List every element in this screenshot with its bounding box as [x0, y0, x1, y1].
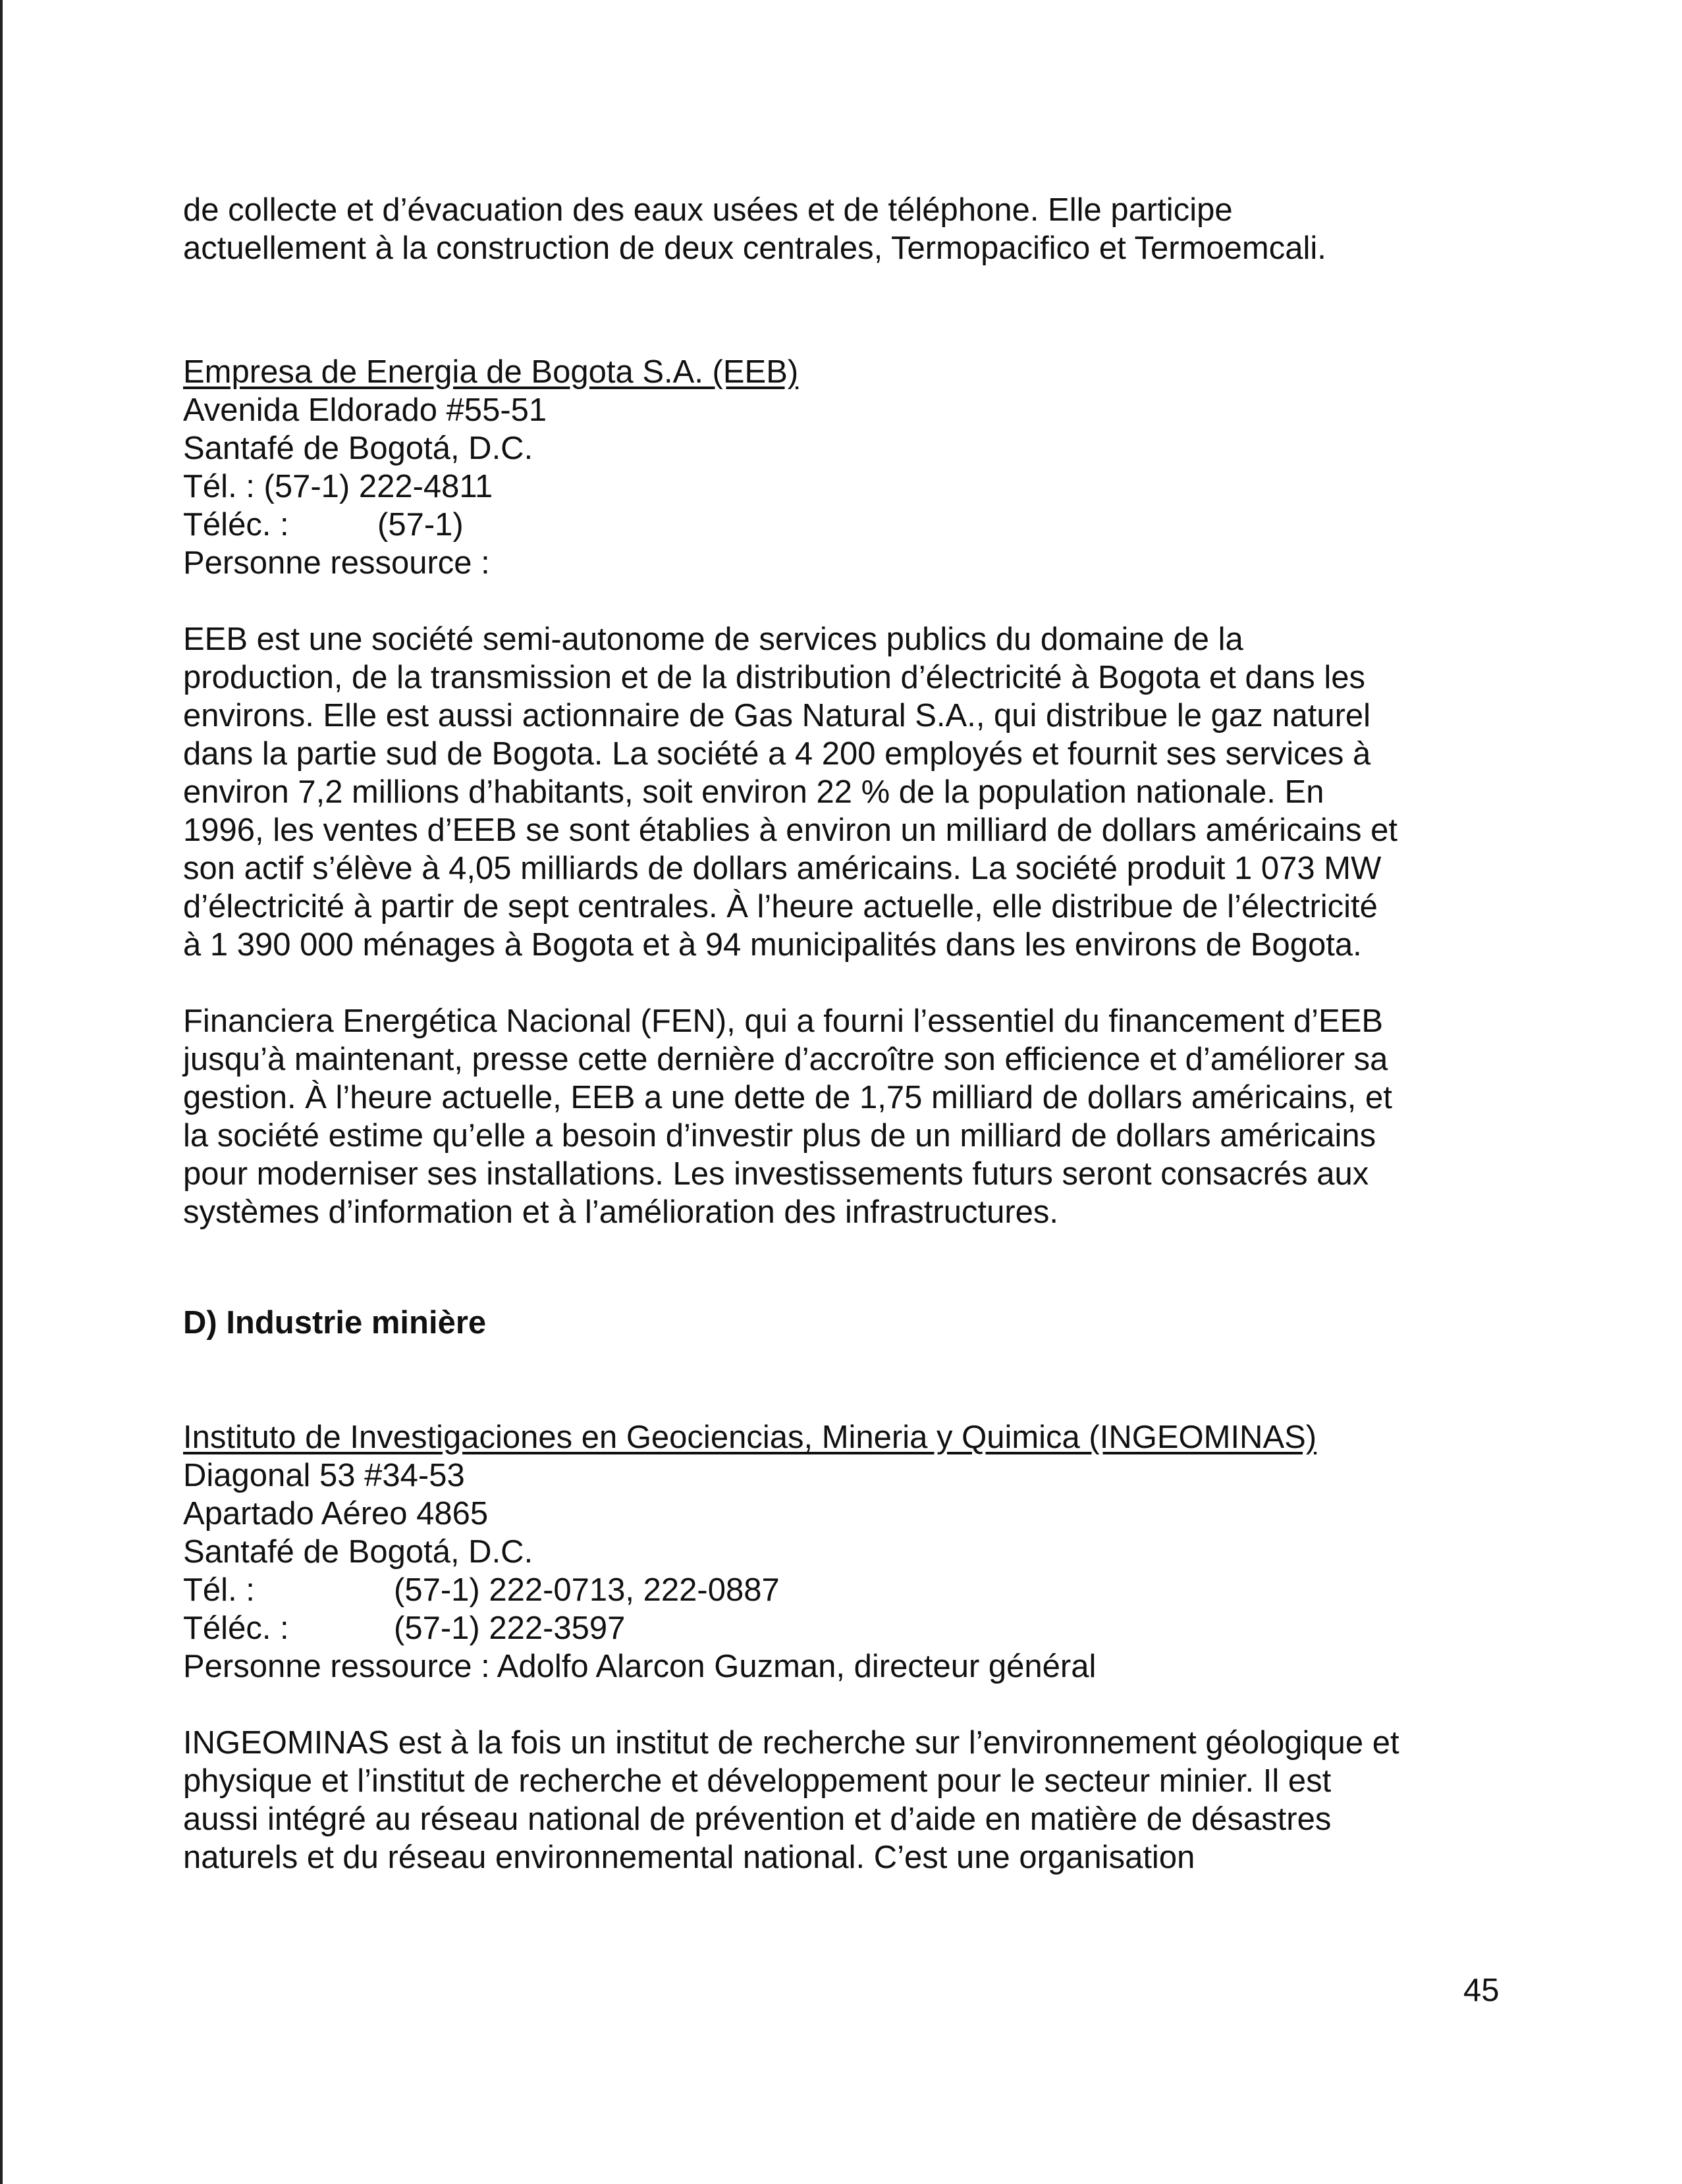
text-line: actuellement à la construction de deux centrales, Termopacifico et Termoemcali.: [183, 230, 1326, 266]
intro-paragraph: [183, 191, 1500, 267]
text-line: naturels et du réseau environnemental national. C’est une organisation: [183, 1840, 1195, 1875]
eeb-paragraph-2: [183, 1002, 1500, 1231]
text-line: 1996, les ventes d’EEB se sont établies à environ un milliard de dollars américains et: [183, 812, 1397, 848]
ingeominas-fax-label: Téléc. :: [183, 1611, 289, 1646]
text-line: aussi intégré au réseau national de prévention et d’aide en matière de désastres: [183, 1801, 1332, 1837]
text-line: jusqu’à maintenant, presse cette dernière d’accroître son efficience et d’améliorer sa: [183, 1042, 1388, 1077]
page-number: 45: [1463, 1973, 1500, 2008]
ingeominas-contact-block: [183, 1418, 1500, 1686]
text-line: de collecte et d’évacuation des eaux usées et de téléphone. Elle participe: [183, 192, 1233, 228]
text-line: d’électricité à partir de sept centrales. À l’heure actuelle, elle distribue de l’électricité: [183, 889, 1378, 924]
ingeominas-fax: [183, 1609, 1500, 1647]
eeb-fax-label: Téléc. :: [183, 507, 289, 543]
text-line: gestion. À l’heure actuelle, EEB a une dette de 1,75 milliard de dollars américains, et: [183, 1080, 1392, 1115]
text-line: à 1 390 000 ménages à Bogota et à 94 municipalités dans les environs de Bogota.: [183, 927, 1362, 963]
ingeominas-paragraph-1: [183, 1724, 1500, 1877]
ingeominas-org-name: Instituto de Investigaciones en Geociencias, Mineria y Quimica (INGEOMINAS): [183, 1420, 1317, 1455]
eeb-tel: Tél. : (57-1) 222-4811: [183, 469, 493, 504]
text-line: systèmes d’information et à l’amélioration des infrastructures.: [183, 1194, 1059, 1230]
eeb-paragraph-1: [183, 620, 1500, 964]
eeb-address-line: Santafé de Bogotá, D.C.: [183, 431, 533, 466]
page-edge: [0, 0, 3, 2184]
ingeominas-address-line: Diagonal 53 #34-53: [183, 1458, 465, 1493]
eeb-fax-value: (57-1): [377, 507, 464, 543]
text-line: son actif s’élève à 4,05 milliards de dollars américains. La société produit 1 073 MW: [183, 851, 1382, 886]
text-line: environs. Elle est aussi actionnaire de Gas Natural S.A., qui distribue le gaz naturel: [183, 698, 1371, 733]
document-body: [183, 191, 1500, 1877]
eeb-org-name: Empresa de Energia de Bogota S.A. (EEB): [183, 354, 799, 390]
section-heading: D) Industrie minière: [183, 1305, 487, 1341]
text-line: INGEOMINAS est à la fois un institut de recherche sur l’environnement géologique et: [183, 1725, 1399, 1761]
ingeominas-tel: [183, 1571, 1500, 1609]
text-line: physique et l’institut de recherche et développement pour le secteur minier. Il est: [183, 1763, 1332, 1799]
text-line: Financiera Energética Nacional (FEN), qui a fourni l’essentiel du financement d’EEB: [183, 1003, 1384, 1039]
text-line: environ 7,2 millions d’habitants, soit environ 22 % de la population nationale. En: [183, 774, 1324, 810]
ingeominas-address-line: Santafé de Bogotá, D.C.: [183, 1534, 533, 1570]
eeb-address-line: Avenida Eldorado #55-51: [183, 392, 547, 428]
ingeominas-contact-person: Personne ressource : Adolfo Alarcon Guzman, directeur général: [183, 1649, 1097, 1684]
text-line: dans la partie sud de Bogota. La société a 4 200 employés et fournit ses services à: [183, 736, 1371, 772]
text-line: production, de la transmission et de la distribution d’électricité à Bogota et dans les: [183, 660, 1365, 695]
eeb-contact-person: Personne ressource :: [183, 545, 490, 581]
ingeominas-tel-value: (57-1) 222-0713, 222-0887: [394, 1572, 780, 1608]
text-line: EEB est une société semi-autonome de services publics du domaine de la: [183, 622, 1243, 657]
text-line: pour moderniser ses installations. Les investissements futurs seront consacrés aux: [183, 1156, 1369, 1192]
eeb-fax: [183, 506, 1500, 544]
ingeominas-tel-label: Tél. :: [183, 1572, 255, 1608]
ingeominas-fax-value: (57-1) 222-3597: [394, 1611, 626, 1646]
text-line: la société estime qu’elle a besoin d’investir plus de un milliard de dollars américains: [183, 1118, 1376, 1154]
eeb-contact-block: [183, 353, 1500, 582]
ingeominas-address-line: Apartado Aéreo 4865: [183, 1496, 489, 1531]
